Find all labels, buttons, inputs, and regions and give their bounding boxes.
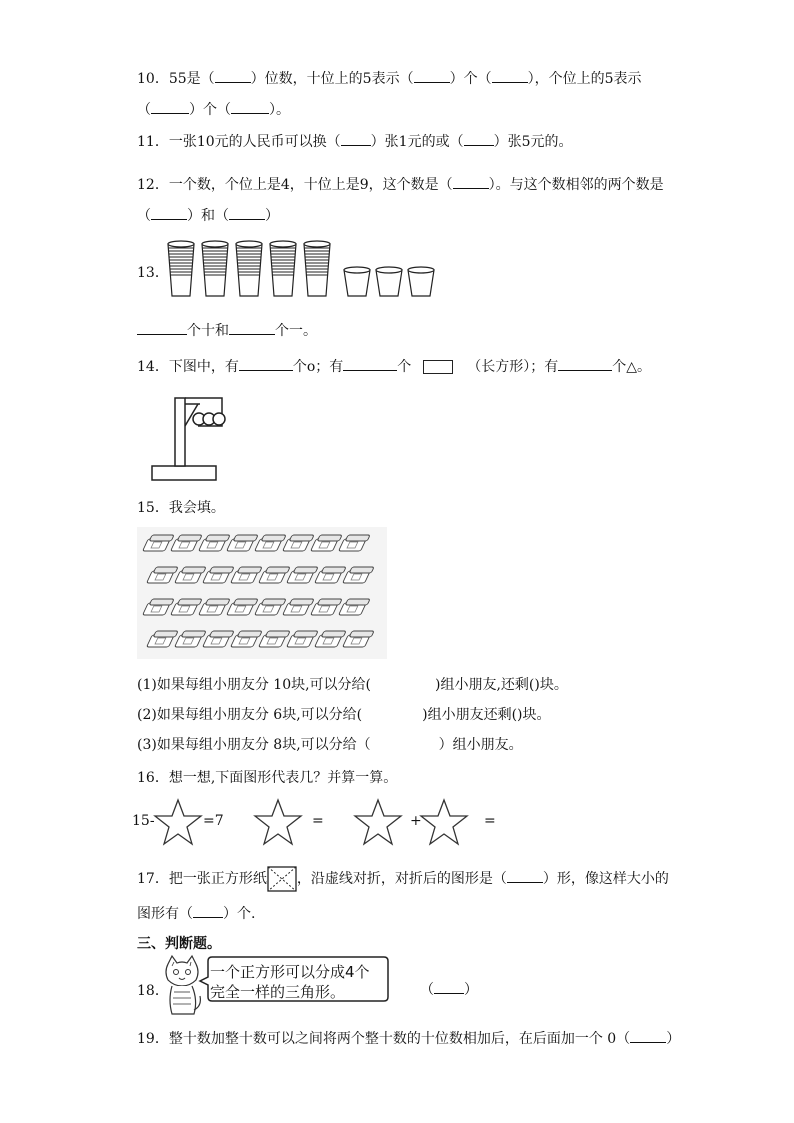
erasers-figure [137,527,387,659]
answer-blank[interactable] [231,101,269,114]
question-number: 10． [137,71,169,87]
question-13-number [137,262,169,282]
answer-blank[interactable] [507,870,543,883]
question-11: 11．一张10元的人民币可以换（ ）张1元的或（ ）张5元的。 [137,134,573,150]
answer-blank[interactable] [229,322,275,335]
question-15-title: 15．我会填。 [137,500,225,516]
question-12-line2: （ ）和（ ） [137,208,279,224]
question-18-number: 18． [137,983,169,999]
question-15-part1: (1)如果每组小朋友分 10块,可以分给( )组小朋友,还剩()块。 [137,677,568,693]
star-icon [419,798,469,846]
answer-blank[interactable] [434,981,464,994]
question-number: 19． [137,1031,169,1047]
answer-blank[interactable] [151,101,189,114]
answer-blank[interactable] [558,358,612,371]
cups-figure [166,238,446,302]
answer-blank[interactable] [630,1030,666,1043]
traffic-light-figure [150,392,250,484]
answer-blank[interactable] [453,176,489,189]
question-16-title: 16．想一想,下面图形代表几？并算一算。 [137,770,398,786]
answer-blank[interactable] [492,70,528,83]
eq1-right: =7 [203,813,224,829]
eq3-right: = [484,813,496,829]
cup-icon [344,267,370,296]
section-title: 三、判断题。 [137,936,221,952]
question-number: 11． [137,134,169,150]
question-13-answer: 个十和 个一。 [137,320,317,340]
answer-blank[interactable] [343,358,397,371]
eq1-left: 15- [132,813,155,829]
star-icon [153,798,203,846]
question-12-line1: 12．一个数，个位上是4，十位上是9，这个数是（ ）。与这个数相邻的两个数是 [137,177,664,193]
question-17-line2: 图形有（ ）个. [137,906,256,922]
question-number: 17． [137,871,169,887]
speech-bubble-line1: 一个正方形可以分成4个 [210,963,370,981]
answer-blank[interactable] [341,133,371,146]
question-10-line1: 10．55是（ ）位数，十位上的5表示（ ）个（ ），个位上的5表示 [137,71,642,87]
question-17-line1: 17．把一张正方形纸 ，沿虚线对折，对折后的图形是（ ）形，像这样大小的 [137,866,669,892]
answer-blank[interactable] [464,133,494,146]
cup-stack-icon [304,241,330,296]
question-number: 13． [137,265,169,281]
cup-stack-icon [236,241,262,296]
answer-blank[interactable] [137,322,187,335]
question-14: 14．下图中，有 个o；有 个 （长方形）；有 个△。 [137,359,652,375]
answer-blank[interactable] [193,905,223,918]
answer-blank[interactable] [215,70,251,83]
answer-blank[interactable] [151,207,187,220]
question-number: 14． [137,359,169,375]
star-icon [353,798,403,846]
question-19: 19．整十数加整十数可以之间将两个整十数的十位数相加后，在后面加一个 0（ ） [137,1031,681,1047]
plus-sign: + [410,813,422,829]
question-15-part3: (3)如果每组小朋友分 8块,可以分给（ ）组小朋友。 [137,737,523,753]
cup-stack-icon [270,241,296,296]
question-10-line2: （ ）个（ ）。 [137,102,290,118]
cup-icon [376,267,402,296]
rectangle-icon [423,360,453,374]
answer-blank[interactable] [239,358,293,371]
question-number: 15． [137,500,169,516]
question-18-answer: （ ） [420,982,478,998]
folded-square-icon [267,866,297,892]
question-15-part2: (2)如果每组小朋友分 6块,可以分给( )组小朋友还剩()块。 [137,707,551,723]
cup-stack-icon [202,241,228,296]
star-icon [253,798,303,846]
question-number: 16． [137,770,169,786]
eq2-right: = [312,813,324,829]
question-number: 12． [137,177,169,193]
cup-icon [408,267,434,296]
answer-blank[interactable] [229,207,265,220]
answer-blank[interactable] [414,70,450,83]
cup-stack-icon [168,241,194,296]
speech-bubble-line2: 完全一样的三角形。 [210,983,346,1001]
